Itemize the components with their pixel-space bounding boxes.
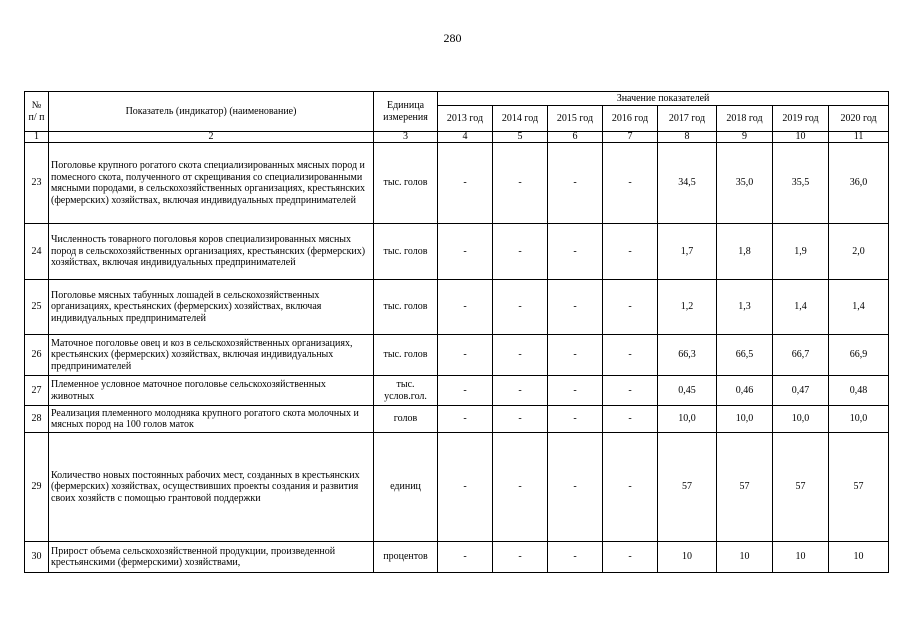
row-value: - xyxy=(603,406,658,433)
row-value: - xyxy=(438,143,493,224)
row-value: - xyxy=(438,433,493,542)
row-indicator: Маточное поголовье овец и коз в сельскохозяйственных организациях, крестьянских (фермерских) хозяйствах, включая индивидуальных предпринимателей xyxy=(49,335,374,376)
column-number: 10 xyxy=(773,132,829,143)
row-value: - xyxy=(493,542,548,573)
row-value: 1,2 xyxy=(658,280,717,335)
column-number: 9 xyxy=(717,132,773,143)
row-value: 0,46 xyxy=(717,376,773,406)
row-value: 10 xyxy=(829,542,889,573)
row-number: 26 xyxy=(25,335,49,376)
row-value: - xyxy=(493,433,548,542)
row-unit: тыс. услов.гол. xyxy=(374,376,438,406)
column-number: 2 xyxy=(49,132,374,143)
row-number: 27 xyxy=(25,376,49,406)
row-value: 1,4 xyxy=(829,280,889,335)
row-indicator: Реализация племенного молодняка крупного рогатого скота молочных и мясных пород на 100 голов маток xyxy=(49,406,374,433)
column-number: 5 xyxy=(493,132,548,143)
row-value: - xyxy=(493,376,548,406)
row-unit: единиц xyxy=(374,433,438,542)
table-row xyxy=(25,335,889,376)
row-value: - xyxy=(438,280,493,335)
row-value: 66,9 xyxy=(829,335,889,376)
row-value: 10,0 xyxy=(658,406,717,433)
row-value: - xyxy=(548,335,603,376)
row-value: 10 xyxy=(717,542,773,573)
row-value: 36,0 xyxy=(829,143,889,224)
row-value: - xyxy=(438,224,493,280)
row-value: - xyxy=(493,335,548,376)
column-number: 1 xyxy=(25,132,49,143)
row-value: 1,7 xyxy=(658,224,717,280)
row-value: - xyxy=(603,542,658,573)
row-value: 1,9 xyxy=(773,224,829,280)
row-unit: тыс. голов xyxy=(374,335,438,376)
row-value: 57 xyxy=(829,433,889,542)
header-year: 2016 год xyxy=(603,106,658,132)
header-year: 2017 год xyxy=(658,106,717,132)
column-number: 7 xyxy=(603,132,658,143)
row-value: - xyxy=(438,335,493,376)
row-indicator: Прирост объема сельскохозяйственной продукции, произведенной крестьянскими (фермерскими) хозяйствами, xyxy=(49,542,374,573)
row-value: 2,0 xyxy=(829,224,889,280)
row-value: 1,4 xyxy=(773,280,829,335)
table-row xyxy=(25,542,889,573)
column-number: 4 xyxy=(438,132,493,143)
row-value: 34,5 xyxy=(658,143,717,224)
row-value: - xyxy=(438,376,493,406)
row-indicator: Количество новых постоянных рабочих мест, созданных в крестьянских (фермерских) хозяйствах, осуществивших проекты создания и развития своих хозяйств с помощью грантовой поддержки xyxy=(49,433,374,542)
row-value: 1,3 xyxy=(717,280,773,335)
header-values: Значение показателей xyxy=(438,92,889,106)
row-value: 0,45 xyxy=(658,376,717,406)
table-row xyxy=(25,433,889,542)
row-value: - xyxy=(603,433,658,542)
row-value: - xyxy=(548,143,603,224)
column-number: 8 xyxy=(658,132,717,143)
row-unit: тыс. голов xyxy=(374,280,438,335)
row-unit: тыс. голов xyxy=(374,143,438,224)
header-num: № п/ п xyxy=(25,92,49,132)
row-value: - xyxy=(548,224,603,280)
column-number: 3 xyxy=(374,132,438,143)
row-number: 29 xyxy=(25,433,49,542)
row-number: 28 xyxy=(25,406,49,433)
row-value: - xyxy=(548,542,603,573)
row-value: - xyxy=(548,376,603,406)
row-value: - xyxy=(603,143,658,224)
header-year: 2015 год xyxy=(548,106,603,132)
row-indicator: Поголовье мясных табунных лошадей в сельскохозяйственных организациях, крестьянских (фермерских) хозяйствах, включая индивидуальных предпринимателей xyxy=(49,280,374,335)
row-value: 0,48 xyxy=(829,376,889,406)
header-year: 2019 год xyxy=(773,106,829,132)
row-value: - xyxy=(603,335,658,376)
row-value: 35,5 xyxy=(773,143,829,224)
row-number: 24 xyxy=(25,224,49,280)
header-unit: Единица измерения xyxy=(374,92,438,132)
row-value: 10,0 xyxy=(829,406,889,433)
header-year: 2013 год xyxy=(438,106,493,132)
row-value: 0,47 xyxy=(773,376,829,406)
row-value: 66,7 xyxy=(773,335,829,376)
row-value: 66,5 xyxy=(717,335,773,376)
row-value: - xyxy=(493,406,548,433)
page-number: 280 xyxy=(443,31,462,45)
row-value: - xyxy=(603,280,658,335)
table-row xyxy=(25,143,889,224)
row-unit: тыс. голов xyxy=(374,224,438,280)
row-value: - xyxy=(438,406,493,433)
row-value: 10,0 xyxy=(717,406,773,433)
table-row xyxy=(25,280,889,335)
row-value: 57 xyxy=(658,433,717,542)
row-number: 30 xyxy=(25,542,49,573)
indicators-table xyxy=(24,91,889,573)
row-value: 10,0 xyxy=(773,406,829,433)
row-value: 35,0 xyxy=(717,143,773,224)
table-row xyxy=(25,224,889,280)
header-year: 2014 год xyxy=(493,106,548,132)
row-value: 1,8 xyxy=(717,224,773,280)
table-row xyxy=(25,376,889,406)
row-value: - xyxy=(548,433,603,542)
header-year: 2018 год xyxy=(717,106,773,132)
row-value: - xyxy=(548,280,603,335)
row-value: 57 xyxy=(773,433,829,542)
row-value: 57 xyxy=(717,433,773,542)
row-value: - xyxy=(603,224,658,280)
header-indicator: Показатель (индикатор) (наименование) xyxy=(49,92,374,132)
row-value: - xyxy=(548,406,603,433)
row-indicator: Численность товарного поголовья коров специализированных мясных пород в сельскохозяйственных организациях, крестьянских (фермерских) хозяйствах, включая индивидуальных предпринимателей xyxy=(49,224,374,280)
row-value: - xyxy=(438,542,493,573)
row-value: - xyxy=(493,143,548,224)
row-value: - xyxy=(493,224,548,280)
row-number: 25 xyxy=(25,280,49,335)
column-number: 6 xyxy=(548,132,603,143)
row-indicator: Поголовье крупного рогатого скота специализированных мясных пород и помесного скота, полученного от скрещивания со специализированными мясными породами, в сельскохозяйственных организациях, крестьянских (фермерских) хозяйствах, включая индивидуальных предпринимателей xyxy=(49,143,374,224)
row-unit: процентов xyxy=(374,542,438,573)
row-value: 10 xyxy=(658,542,717,573)
row-number: 23 xyxy=(25,143,49,224)
row-value: 10 xyxy=(773,542,829,573)
table-row xyxy=(25,406,889,433)
row-value: - xyxy=(493,280,548,335)
header-year: 2020 год xyxy=(829,106,889,132)
row-value: 66,3 xyxy=(658,335,717,376)
row-value: - xyxy=(603,376,658,406)
row-indicator: Племенное условное маточное поголовье сельскохозяйственных животных xyxy=(49,376,374,406)
row-unit: голов xyxy=(374,406,438,433)
column-number: 11 xyxy=(829,132,889,143)
